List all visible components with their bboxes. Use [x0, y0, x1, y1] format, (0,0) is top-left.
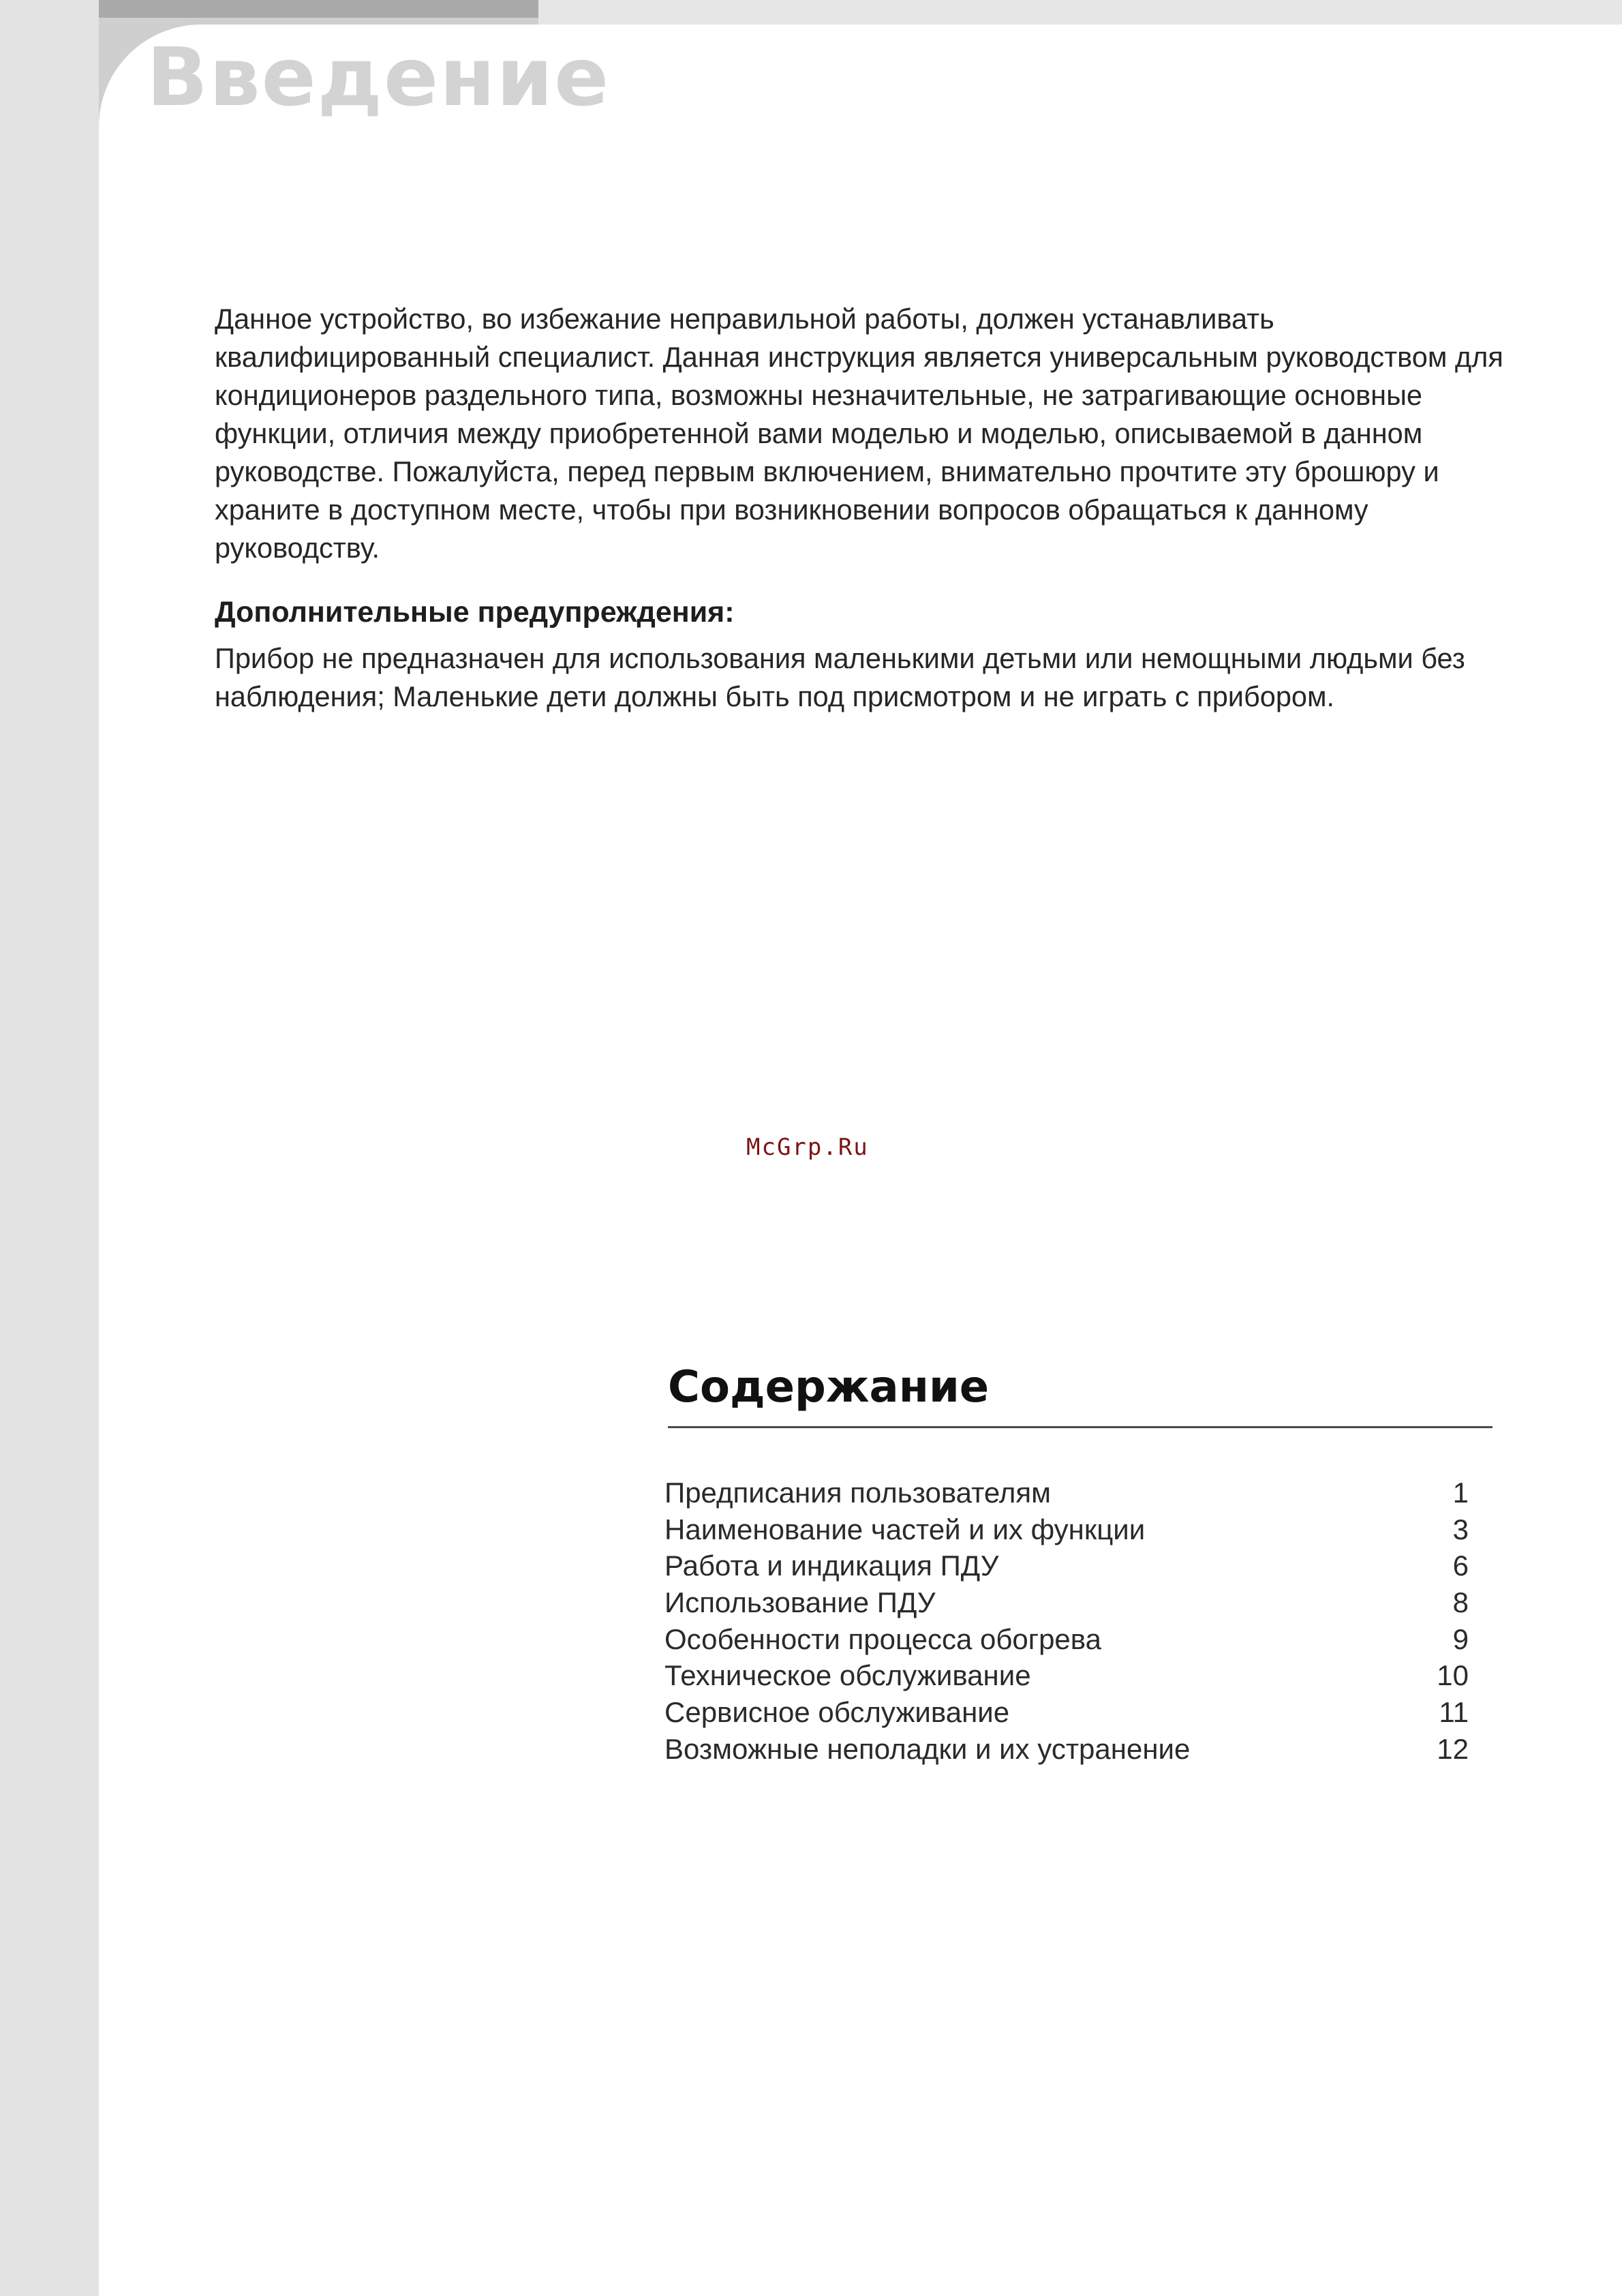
toc-entry-label: Возможные неполадки и их устранение — [664, 1732, 1191, 1765]
intro-paragraph: Данное устройство, во избежание неправильной работы, должен устанавливать квалифицированный специалист. Данная инструкция является универсальным руководством для кондиционеров раздельного типа, возможны незначительные, не затрагивающие основные функции, отличия между приобретенной вами моделью и моделью, описываемой в данном руководстве. Пожалуйста, перед первым включением, внимательно прочтите эту брошюру и храните в доступном месте, чтобы при возникновении вопросов обращаться к данному руководству. — [215, 303, 1503, 564]
toc-entry-page: 3 — [1452, 1513, 1469, 1545]
warnings-heading: Дополнительные предупреждения: — [215, 596, 735, 629]
toc-entry[interactable] — [664, 1511, 1469, 1548]
toc-entry[interactable] — [664, 1694, 1469, 1731]
page-title: Введение — [147, 30, 611, 124]
watermark-text: McGrp.Ru — [746, 1134, 869, 1161]
toc-title: Содержание — [668, 1362, 990, 1413]
warnings-text: Прибор не предназначен для использования маленькими детьми или немощными людьми без наблюдения; Маленькие дети должны быть под присмотром и не играть с прибором. — [215, 642, 1465, 712]
toc-entry[interactable] — [664, 1584, 1469, 1621]
header-band-right — [538, 0, 1622, 25]
toc-entry-label: Работа и индикация ПДУ — [664, 1550, 999, 1582]
toc-entry-label: Особенности процесса обогрева — [664, 1622, 1101, 1655]
toc-divider — [668, 1426, 1493, 1428]
toc-entry-label: Предписания пользователям — [664, 1477, 1051, 1509]
toc-entry-page: 12 — [1437, 1732, 1469, 1765]
toc-list — [664, 1475, 1469, 1768]
toc-entry-page: 6 — [1452, 1550, 1469, 1582]
toc-entry-label: Техническое обслуживание — [664, 1659, 1031, 1692]
toc-entry-page: 9 — [1452, 1622, 1469, 1655]
toc-entry-page: 1 — [1452, 1477, 1469, 1509]
toc-entry[interactable] — [664, 1621, 1469, 1658]
toc-entry-label: Использование ПДУ — [664, 1586, 936, 1619]
toc-entry-label: Наименование частей и их функции — [664, 1513, 1146, 1545]
toc-entry[interactable] — [664, 1657, 1469, 1694]
toc-entry[interactable] — [664, 1547, 1469, 1584]
toc-entry-page: 11 — [1439, 1696, 1469, 1729]
left-margin-band — [0, 0, 99, 2296]
toc-entry-page: 10 — [1437, 1659, 1469, 1692]
toc-entry-label: Сервисное обслуживание — [664, 1696, 1010, 1729]
toc-entry[interactable] — [664, 1475, 1469, 1511]
toc-entry[interactable] — [664, 1731, 1469, 1768]
toc-entry-page: 8 — [1452, 1586, 1469, 1619]
